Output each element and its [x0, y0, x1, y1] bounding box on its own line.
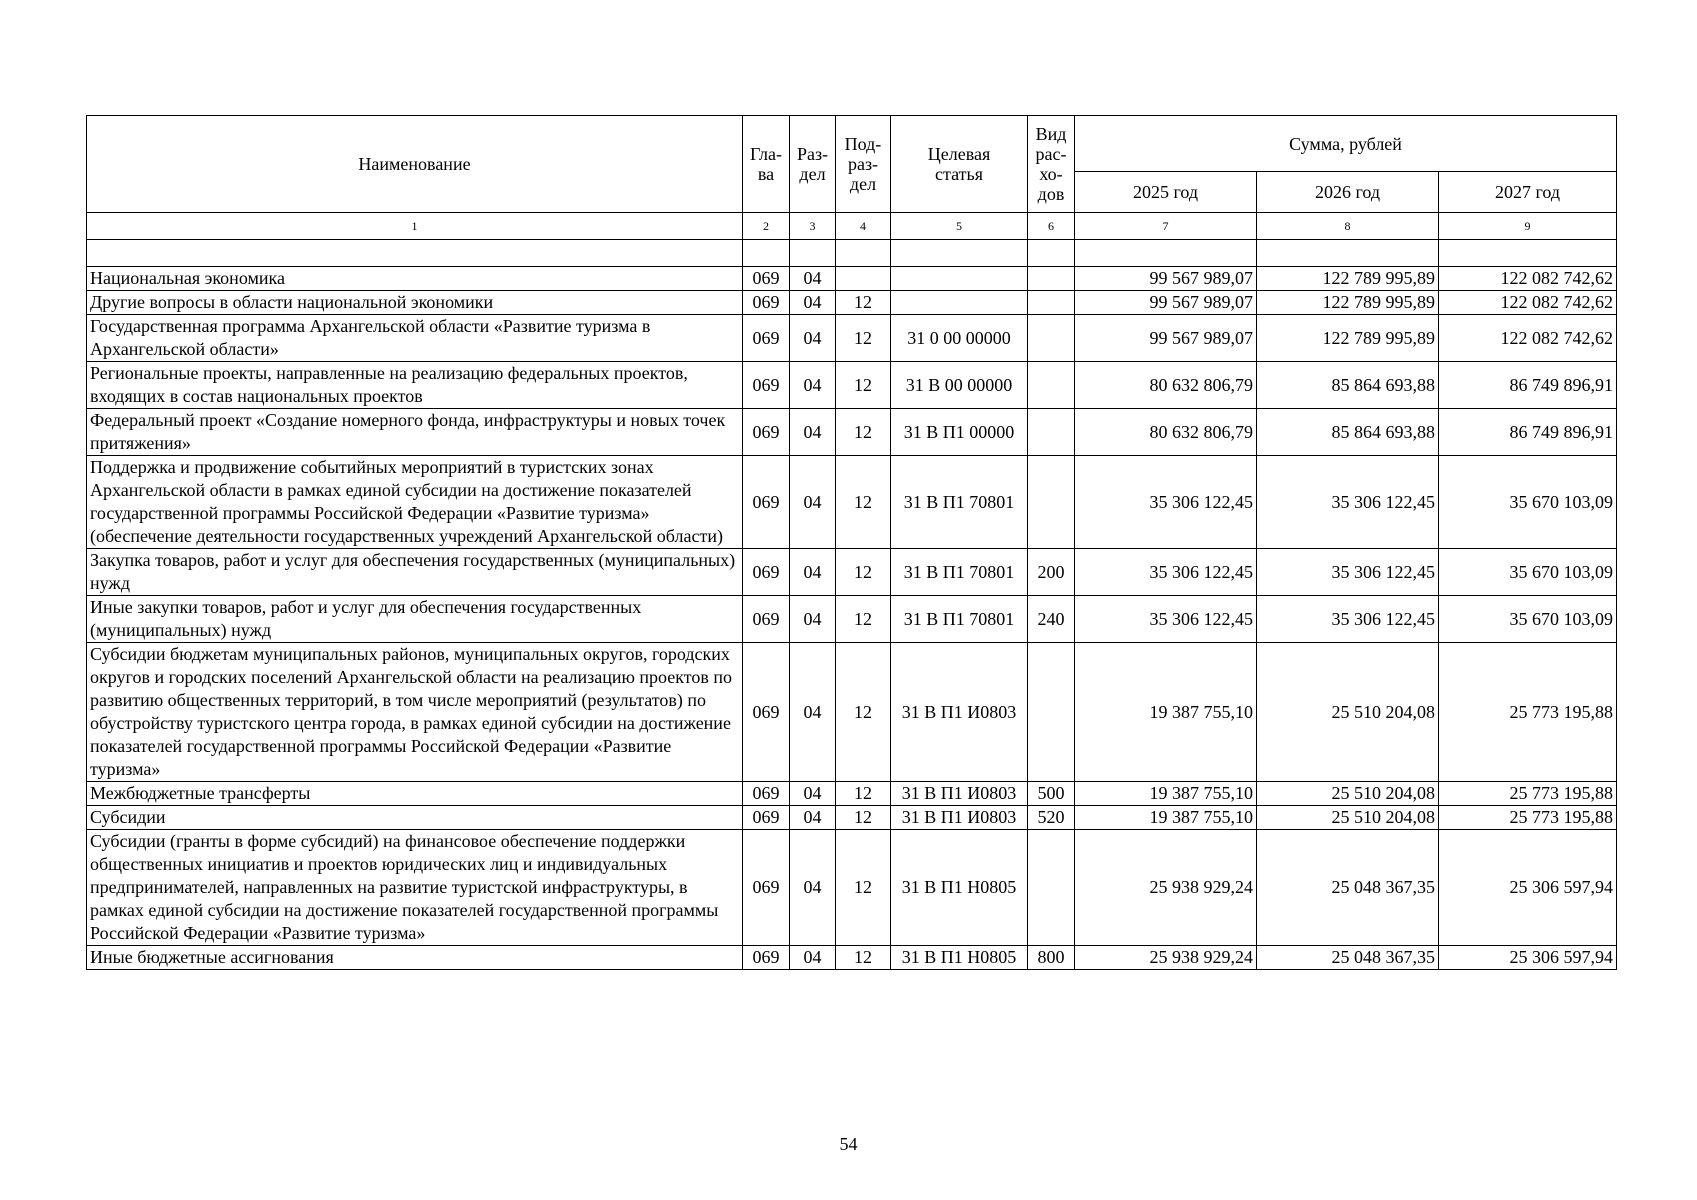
row-subsection: 12 — [836, 806, 891, 830]
row-target: 31 В П1 70801 — [891, 549, 1028, 596]
row-subsection — [836, 267, 891, 291]
row-sum-2025: 19 387 755,10 — [1075, 806, 1257, 830]
row-target — [891, 267, 1028, 291]
table-row — [87, 291, 1617, 315]
row-name: Национальная экономика — [87, 267, 743, 291]
column-number: 8 — [1257, 213, 1439, 240]
row-sum-2027: 25 306 597,94 — [1439, 946, 1617, 970]
row-sum-2026: 25 510 204,08 — [1257, 643, 1439, 782]
row-name: Иные бюджетные ассигнования — [87, 946, 743, 970]
row-sum-2025: 25 938 929,24 — [1075, 830, 1257, 946]
row-sum-2026: 35 306 122,45 — [1257, 549, 1439, 596]
row-subsection: 12 — [836, 315, 891, 362]
header-year-2027: 2027 год — [1439, 172, 1617, 213]
row-subsection: 12 — [836, 456, 891, 549]
row-target: 31 0 00 00000 — [891, 315, 1028, 362]
header-section-line: Раз- — [796, 144, 829, 164]
row-target: 31 В П1 70801 — [891, 456, 1028, 549]
row-name: Иные закупки товаров, работ и услуг для обеспечения государственных (муниципальных) нужд — [87, 596, 743, 643]
row-name: Субсидии бюджетам муниципальных районов, муниципальных округов, городских округов и городских поселений Архангельской области на реализацию проектов по развитию общественных территорий, в том числе мероприятий (результатов) по обустройству туристского центра города, в рамках единой субсидии на достижение показателей государственной программы Российской Федерации «Развитие туризма» — [87, 643, 743, 782]
column-number: 9 — [1439, 213, 1617, 240]
row-expense-type — [1028, 409, 1075, 456]
row-sum-2025: 99 567 989,07 — [1075, 267, 1257, 291]
table-row — [87, 315, 1617, 362]
row-expense-type: 800 — [1028, 946, 1075, 970]
row-chapter: 069 — [743, 830, 790, 946]
row-target: 31 В П1 Н0805 — [891, 830, 1028, 946]
column-number-row — [87, 213, 1617, 240]
row-sum-2025: 35 306 122,45 — [1075, 549, 1257, 596]
row-sum-2026: 25 510 204,08 — [1257, 782, 1439, 806]
table-row — [87, 596, 1617, 643]
row-subsection: 12 — [836, 291, 891, 315]
header-type-line: хо- — [1039, 164, 1063, 184]
row-chapter: 069 — [743, 291, 790, 315]
row-name: Федеральный проект «Создание номерного фонда, инфраструктуры и новых точек притяжения» — [87, 409, 743, 456]
header-subsection-line: дел — [849, 174, 877, 194]
row-expense-type — [1028, 315, 1075, 362]
header-name: Наименование — [87, 116, 743, 213]
row-expense-type: 520 — [1028, 806, 1075, 830]
row-expense-type: 240 — [1028, 596, 1075, 643]
column-number: 3 — [790, 213, 836, 240]
blank-cell — [836, 240, 891, 267]
row-chapter: 069 — [743, 806, 790, 830]
header-section-line: дел — [799, 164, 826, 184]
table-row — [87, 362, 1617, 409]
row-section: 04 — [790, 267, 836, 291]
row-subsection: 12 — [836, 409, 891, 456]
row-section: 04 — [790, 315, 836, 362]
row-sum-2027: 35 670 103,09 — [1439, 456, 1617, 549]
row-sum-2025: 19 387 755,10 — [1075, 643, 1257, 782]
row-sum-2027: 122 082 742,62 — [1439, 315, 1617, 362]
header-expense-type — [1028, 116, 1075, 213]
blank-cell — [1075, 240, 1257, 267]
row-expense-type — [1028, 643, 1075, 782]
header-target-line: Целевая — [927, 144, 991, 164]
row-sum-2026: 35 306 122,45 — [1257, 456, 1439, 549]
column-number: 4 — [836, 213, 891, 240]
row-target — [891, 291, 1028, 315]
row-section: 04 — [790, 782, 836, 806]
row-section: 04 — [790, 362, 836, 409]
blank-cell — [1257, 240, 1439, 267]
row-sum-2026: 25 048 367,35 — [1257, 830, 1439, 946]
header-year-2026: 2026 год — [1257, 172, 1439, 213]
row-expense-type — [1028, 456, 1075, 549]
row-section: 04 — [790, 806, 836, 830]
row-sum-2025: 80 632 806,79 — [1075, 362, 1257, 409]
header-target-line: статья — [935, 164, 983, 184]
row-chapter: 069 — [743, 643, 790, 782]
row-chapter: 069 — [743, 782, 790, 806]
row-section: 04 — [790, 291, 836, 315]
row-chapter: 069 — [743, 946, 790, 970]
row-target: 31 В 00 00000 — [891, 362, 1028, 409]
row-sum-2025: 99 567 989,07 — [1075, 315, 1257, 362]
header-type-line: Вид — [1035, 124, 1067, 144]
row-chapter: 069 — [743, 456, 790, 549]
row-chapter: 069 — [743, 596, 790, 643]
row-sum-2027: 25 773 195,88 — [1439, 782, 1617, 806]
row-section: 04 — [790, 830, 836, 946]
row-subsection: 12 — [836, 596, 891, 643]
blank-cell — [1028, 240, 1075, 267]
row-sum-2026: 25 510 204,08 — [1257, 806, 1439, 830]
table-row — [87, 456, 1617, 549]
row-sum-2026: 122 789 995,89 — [1257, 291, 1439, 315]
row-name: Другие вопросы в области национальной экономики — [87, 291, 743, 315]
table-body — [87, 267, 1617, 970]
row-expense-type: 500 — [1028, 782, 1075, 806]
row-name: Субсидии — [87, 806, 743, 830]
blank-cell — [891, 240, 1028, 267]
row-sum-2025: 35 306 122,45 — [1075, 456, 1257, 549]
row-target: 31 В П1 70801 — [891, 596, 1028, 643]
blank-cell — [87, 240, 743, 267]
row-sum-2026: 25 048 367,35 — [1257, 946, 1439, 970]
row-sum-2026: 122 789 995,89 — [1257, 315, 1439, 362]
row-name: Субсидии (гранты в форме субсидий) на финансовое обеспечение поддержки общественных инициатив и проектов юридических лиц и индивидуальных предпринимателей, направленных на развитие туристской инфраструктуры, в рамках единой субсидии на достижение показателей государственной программы Российской Федерации «Развитие туризма» — [87, 830, 743, 946]
row-chapter: 069 — [743, 315, 790, 362]
row-target: 31 В П1 И0803 — [891, 782, 1028, 806]
header-section — [790, 116, 836, 213]
row-expense-type — [1028, 830, 1075, 946]
row-sum-2027: 86 749 896,91 — [1439, 362, 1617, 409]
row-name: Поддержка и продвижение событийных мероприятий в туристских зонах Архангельской области в рамках единой субсидии на достижение показателей государственной программы Российской Федерации «Развитие туризма» (обеспечение деятельности государственных учреждений Архангельской области) — [87, 456, 743, 549]
row-subsection: 12 — [836, 830, 891, 946]
row-chapter: 069 — [743, 267, 790, 291]
table-row — [87, 643, 1617, 782]
row-name: Закупка товаров, работ и услуг для обеспечения государственных (муниципальных) нужд — [87, 549, 743, 596]
row-target: 31 В П1 00000 — [891, 409, 1028, 456]
budget-table — [86, 115, 1617, 970]
row-chapter: 069 — [743, 362, 790, 409]
table-row — [87, 830, 1617, 946]
row-sum-2027: 25 773 195,88 — [1439, 643, 1617, 782]
row-sum-2026: 35 306 122,45 — [1257, 596, 1439, 643]
table-row — [87, 782, 1617, 806]
row-subsection: 12 — [836, 782, 891, 806]
row-sum-2026: 85 864 693,88 — [1257, 362, 1439, 409]
header-chapter — [743, 116, 790, 213]
row-chapter: 069 — [743, 549, 790, 596]
header-type-line: дов — [1037, 184, 1065, 204]
row-sum-2027: 122 082 742,62 — [1439, 291, 1617, 315]
row-subsection: 12 — [836, 362, 891, 409]
row-sum-2026: 122 789 995,89 — [1257, 267, 1439, 291]
row-sum-2025: 80 632 806,79 — [1075, 409, 1257, 456]
row-chapter: 069 — [743, 409, 790, 456]
row-section: 04 — [790, 549, 836, 596]
header-subsection-line: Под- — [844, 134, 882, 154]
row-subsection: 12 — [836, 643, 891, 782]
row-section: 04 — [790, 409, 836, 456]
header-chapter-line: ва — [757, 164, 775, 184]
header-type-line: рас- — [1035, 144, 1067, 164]
column-number: 6 — [1028, 213, 1075, 240]
row-section: 04 — [790, 596, 836, 643]
row-sum-2025: 35 306 122,45 — [1075, 596, 1257, 643]
column-number: 1 — [87, 213, 743, 240]
blank-cell — [743, 240, 790, 267]
table-row — [87, 409, 1617, 456]
row-name: Региональные проекты, направленные на реализацию федеральных проектов, входящих в состав национальных проектов — [87, 362, 743, 409]
row-target: 31 В П1 И0803 — [891, 806, 1028, 830]
row-target: 31 В П1 Н0805 — [891, 946, 1028, 970]
row-expense-type — [1028, 362, 1075, 409]
header-subsection-line: раз- — [847, 154, 879, 174]
column-number: 2 — [743, 213, 790, 240]
row-subsection: 12 — [836, 549, 891, 596]
blank-cell — [1439, 240, 1617, 267]
table-row — [87, 549, 1617, 596]
row-target: 31 В П1 И0803 — [891, 643, 1028, 782]
row-sum-2027: 35 670 103,09 — [1439, 549, 1617, 596]
table-row — [87, 267, 1617, 291]
header-chapter-line: Гла- — [749, 144, 783, 164]
row-subsection: 12 — [836, 946, 891, 970]
row-expense-type — [1028, 267, 1075, 291]
row-sum-2025: 19 387 755,10 — [1075, 782, 1257, 806]
row-name: Государственная программа Архангельской области «Развитие туризма в Архангельской области» — [87, 315, 743, 362]
row-sum-2025: 99 567 989,07 — [1075, 291, 1257, 315]
row-expense-type — [1028, 291, 1075, 315]
row-section: 04 — [790, 456, 836, 549]
blank-cell — [790, 240, 836, 267]
header-subsection — [836, 116, 891, 213]
row-sum-2027: 35 670 103,09 — [1439, 596, 1617, 643]
row-name: Межбюджетные трансферты — [87, 782, 743, 806]
page-number: 54 — [839, 1134, 858, 1154]
row-expense-type: 200 — [1028, 549, 1075, 596]
column-number: 5 — [891, 213, 1028, 240]
header-sum: Сумма, рублей — [1075, 116, 1617, 172]
header-target — [891, 116, 1028, 213]
row-sum-2026: 85 864 693,88 — [1257, 409, 1439, 456]
row-sum-2027: 25 773 195,88 — [1439, 806, 1617, 830]
row-section: 04 — [790, 643, 836, 782]
row-sum-2027: 122 082 742,62 — [1439, 267, 1617, 291]
row-sum-2027: 86 749 896,91 — [1439, 409, 1617, 456]
blank-row — [87, 240, 1617, 267]
column-number: 7 — [1075, 213, 1257, 240]
table-row — [87, 946, 1617, 970]
row-sum-2025: 25 938 929,24 — [1075, 946, 1257, 970]
row-sum-2027: 25 306 597,94 — [1439, 830, 1617, 946]
table-row — [87, 806, 1617, 830]
row-section: 04 — [790, 946, 836, 970]
header-year-2025: 2025 год — [1075, 172, 1257, 213]
